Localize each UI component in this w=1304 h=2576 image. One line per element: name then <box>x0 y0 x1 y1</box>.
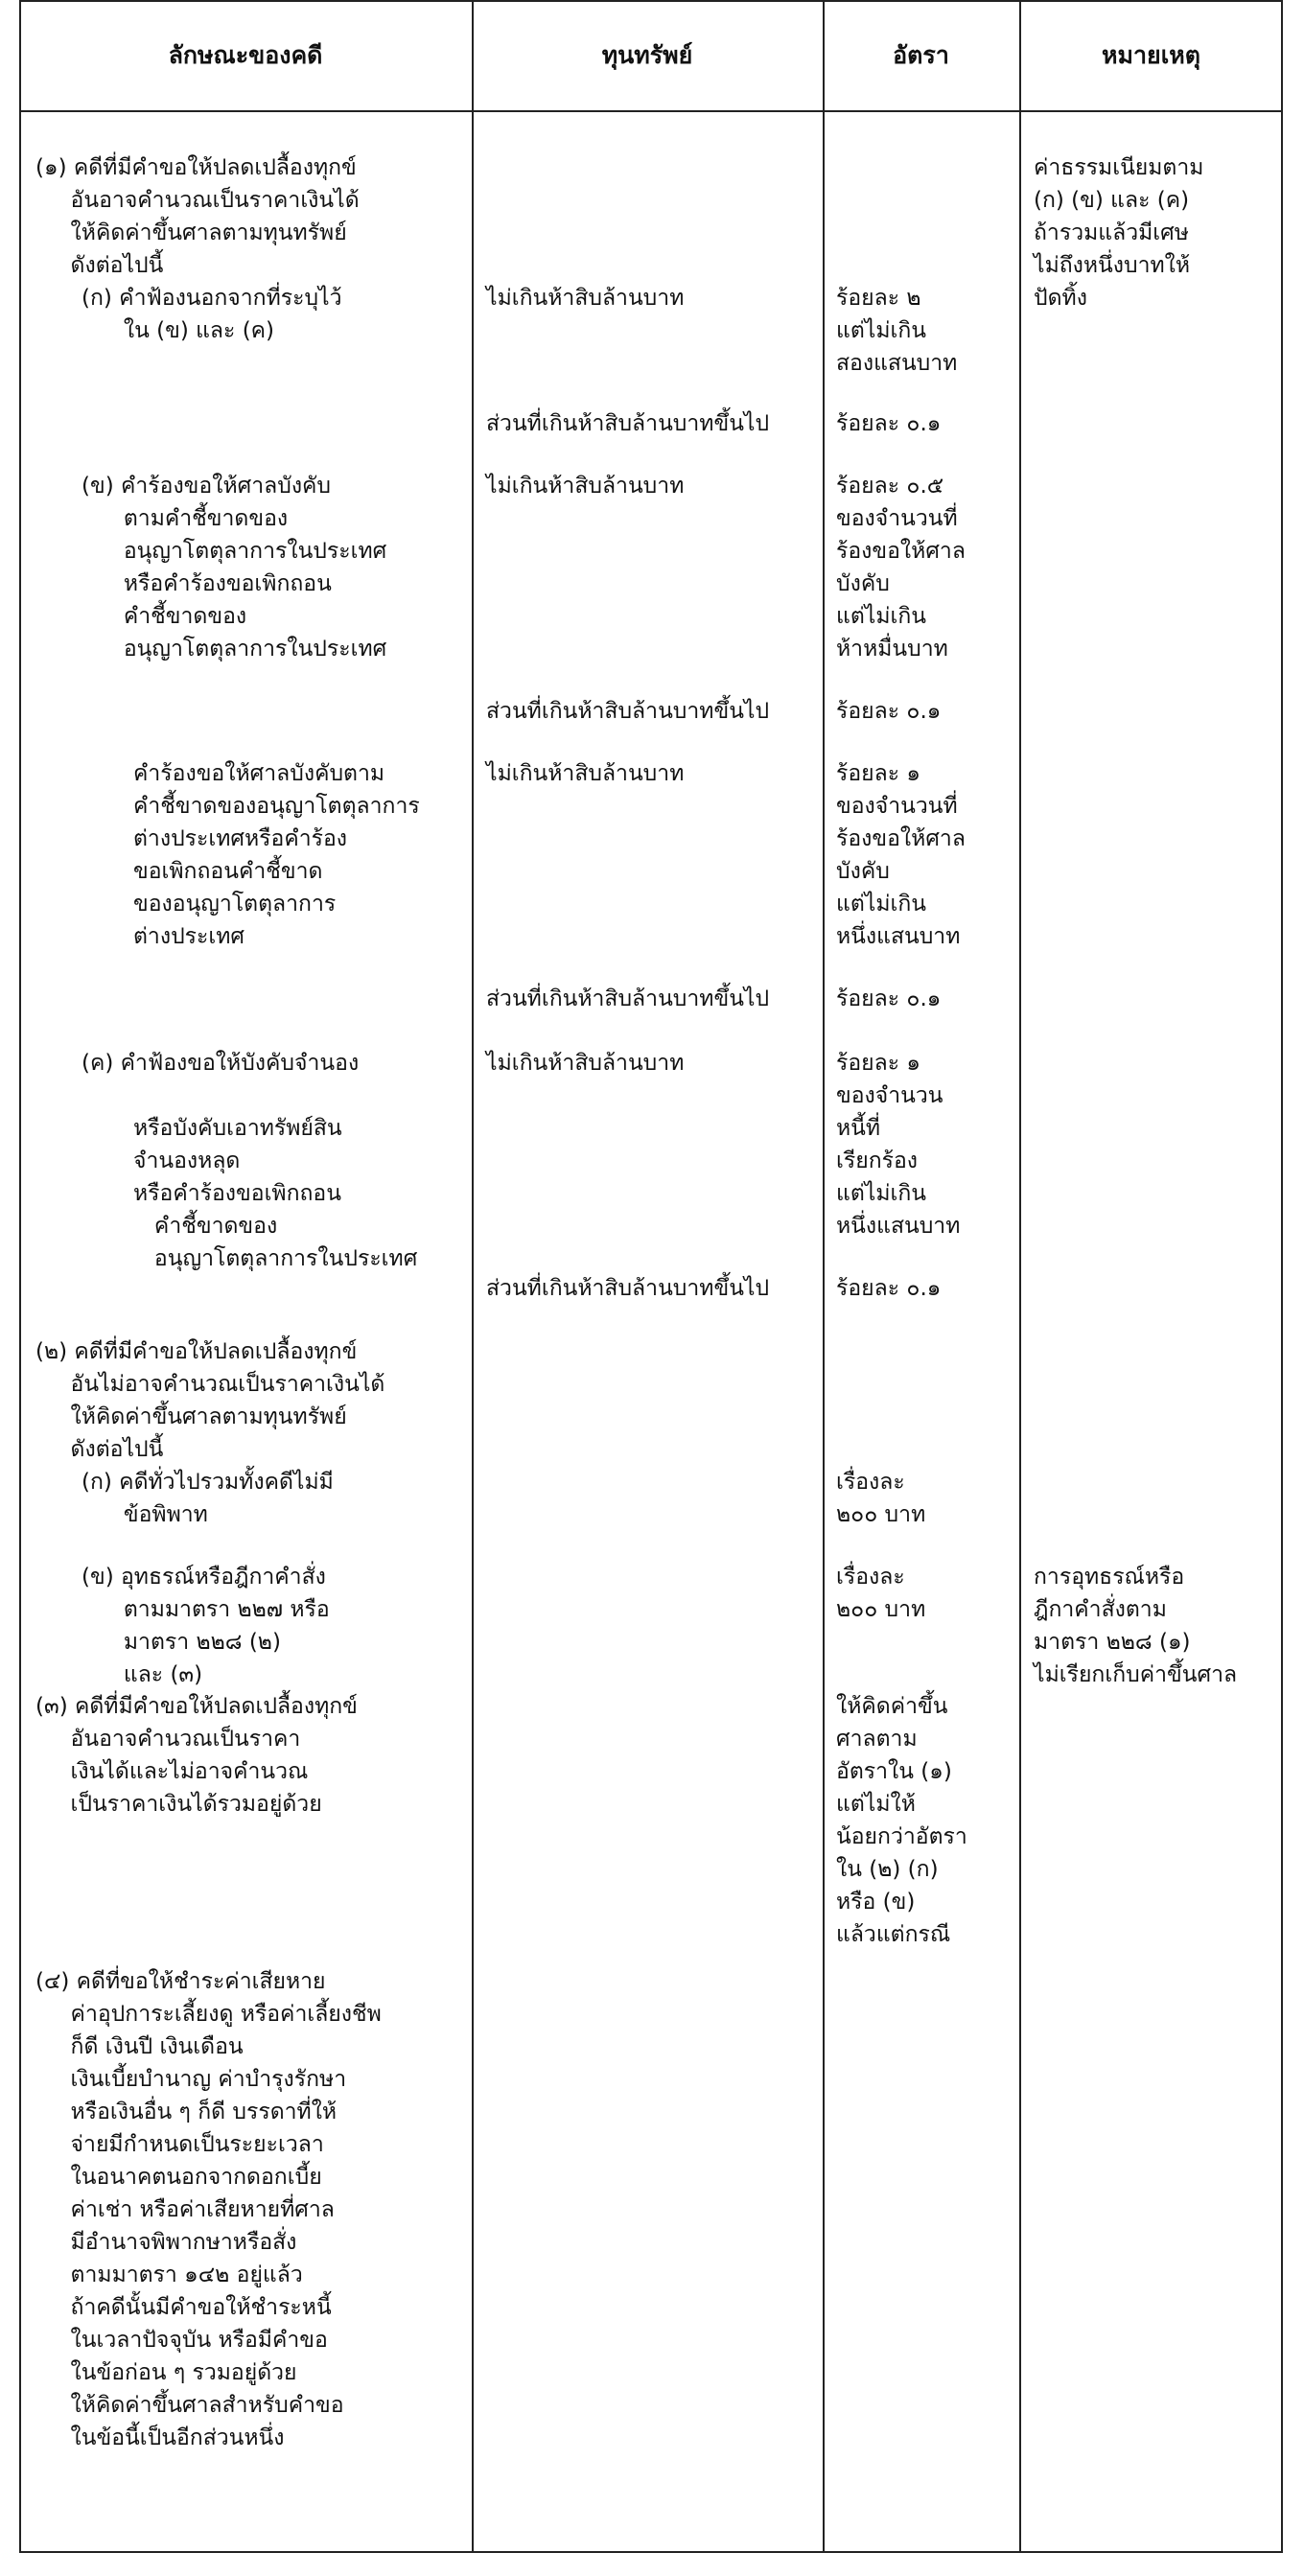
cell-rate: ร้อยละ ๐.๑ <box>836 1276 942 1301</box>
cell-capital: ส่วนที่เกินห้าสิบล้านบาทขึ้นไป <box>486 699 770 724</box>
cell-rate: ร้อยละ ๒ แต่ไม่เกิน สองแสนบาท <box>836 286 958 376</box>
cell-nature: (ข) คำร้องขอให้ศาลบังคับ ตามคำชี้ขาดของ อนุญาโตตุลาการในประเทศ หรือคำร้องขอเพิกถอน คำชี้ขาดของ อนุญาโตตุลาการในประเทศ <box>82 474 387 661</box>
header-rate: อัตรา <box>893 40 949 69</box>
header-nature-of-case: ลักษณะของคดี <box>168 40 323 69</box>
cell-rate: เรื่องละ ๒๐๐ บาท <box>836 1470 926 1527</box>
cell-capital: ส่วนที่เกินห้าสิบล้านบาทขึ้นไป <box>486 411 770 436</box>
column-divider-3 <box>1019 0 1021 2553</box>
cell-rate: ร้อยละ ๐.๕ ของจำนวนที่ ร้องขอให้ศาล บังคับ แต่ไม่เกิน ห้าหมื่นบาท <box>836 474 966 661</box>
cell-nature: (ก) คำฟ้องนอกจากที่ระบุไว้ ใน (ข) และ (ค) <box>82 286 342 343</box>
cell-rate: ร้อยละ ๐.๑ <box>836 699 942 724</box>
cell-remark: ค่าธรรมเนียมตาม (ก) (ข) และ (ค) ถ้ารวมแล้วมีเศษ ไม่ถึงหนึ่งบาทให้ ปัดทิ้ง <box>1034 155 1204 311</box>
cell-nature: (๒) คดีที่มีคำขอให้ปลดเปลื้องทุกข์ อันไม่อาจคำนวณเป็นราคาเงินได้ ให้คิดค่าขึ้นศาลตามทุนทรัพย์ ดังต่อไปนี้ <box>35 1339 385 1462</box>
cell-capital: ส่วนที่เกินห้าสิบล้านบาทขึ้นไป <box>486 1276 770 1301</box>
cell-rate: ร้อยละ ๐.๑ <box>836 411 942 436</box>
cell-capital: ไม่เกินห้าสิบล้านบาท <box>486 286 685 311</box>
cell-nature: (ก) คดีทั่วไปรวมทั้งคดีไม่มี ข้อพิพาท <box>82 1470 334 1527</box>
cell-capital: ไม่เกินห้าสิบล้านบาท <box>486 1051 685 1076</box>
header-divider <box>19 110 1283 112</box>
column-divider-2 <box>823 0 825 2553</box>
cell-nature: คำร้องขอให้ศาลบังคับตาม คำชี้ขาดของอนุญาโตตุลาการ ต่างประเทศหรือคำร้อง ขอเพิกถอนคำชี้ขาด ของอนุญาโตตุลาการ ต่างประเทศ <box>133 761 420 949</box>
cell-capital: ไม่เกินห้าสิบล้านบาท <box>486 761 685 786</box>
cell-nature: หรือบังคับเอาทรัพย์สิน จำนองหลุด หรือคำร้องขอเพิกถอน คำชี้ขาดของ อนุญาโตตุลาการในประเทศ <box>133 1116 418 1271</box>
cell-capital: ไม่เกินห้าสิบล้านบาท <box>486 474 685 499</box>
header-remark: หมายเหตุ <box>1102 40 1200 69</box>
cell-nature: (๓) คดีที่มีคำขอให้ปลดเปลื้องทุกข์ อันอาจคำนวณเป็นราคา เงินได้และไม่อาจคำนวณ เป็นราคาเงินได้รวมอยู่ด้วย <box>35 1694 358 1817</box>
cell-remark: การอุทธรณ์หรือ ฎีกาคำสั่งตาม มาตรา ๒๒๘ (๑) ไม่เรียกเก็บค่าขึ้นศาล <box>1034 1565 1238 1687</box>
cell-capital: ส่วนที่เกินห้าสิบล้านบาทขึ้นไป <box>486 986 770 1011</box>
cell-nature: (ข) อุทธรณ์หรือฎีกาคำสั่ง ตามมาตรา ๒๒๗ หรือ มาตรา ๒๒๘ (๒) และ (๓) <box>82 1565 330 1687</box>
header-capital: ทุนทรัพย์ <box>601 40 693 69</box>
cell-rate: เรื่องละ ๒๐๐ บาท <box>836 1565 926 1622</box>
cell-nature: (๔) คดีที่ขอให้ชำระค่าเสียหาย ค่าอุปการะเลี้ยงดู หรือค่าเลี้ยงชีพ ก็ดี เงินปี เงินเดือน เงินเบี้ยบำนาญ ค่าบำรุงรักษา หรือเงินอื่น ๆ ก็ดี บรรดาที่ให้ จ่ายมีกำหนดเป็นระยะเวลา ในอนาคตนอกจากดอกเบี้ย ค่าเช่า หรือค่าเสียหายที่ศาล มีอำนาจพิพากษาหรือสั่ง ตามมาตรา ๑๔๒ อยู่แล้ว ถ้าคดีนั้นมีคำขอให้ชำระหนี้ ในเวลาปัจจุบัน หรือมีคำขอ ในข้อก่อน ๆ รวมอยู่ด้วย ให้คิดค่าขึ้นศาลสำหรับคำขอ ในข้อนี้เป็นอีกส่วนหนึ่ง <box>35 1969 382 2450</box>
cell-rate: ร้อยละ ๑ ของจำนวน หนี้ที่ เรียกร้อง แต่ไม่เกิน หนึ่งแสนบาท <box>836 1051 961 1239</box>
column-divider-1 <box>472 0 474 2553</box>
cell-nature: (ค) คำฟ้องขอให้บังคับจำนอง <box>82 1051 360 1076</box>
cell-rate: ร้อยละ ๑ ของจำนวนที่ ร้องขอให้ศาล บังคับ แต่ไม่เกิน หนึ่งแสนบาท <box>836 761 966 949</box>
cell-rate: ให้คิดค่าขึ้น ศาลตาม อัตราใน (๑) แต่ไม่ให้ น้อยกว่าอัตรา ใน (๒) (ก) หรือ (ข) แล้วแต่กรณี <box>836 1694 967 1947</box>
cell-nature: (๑) คดีที่มีคำขอให้ปลดเปลื้องทุกข์ อันอาจคำนวณเป็นราคาเงินได้ ให้คิดค่าขึ้นศาลตามทุนทรัพย์ ดังต่อไปนี้ <box>35 155 360 278</box>
cell-rate: ร้อยละ ๐.๑ <box>836 986 942 1011</box>
